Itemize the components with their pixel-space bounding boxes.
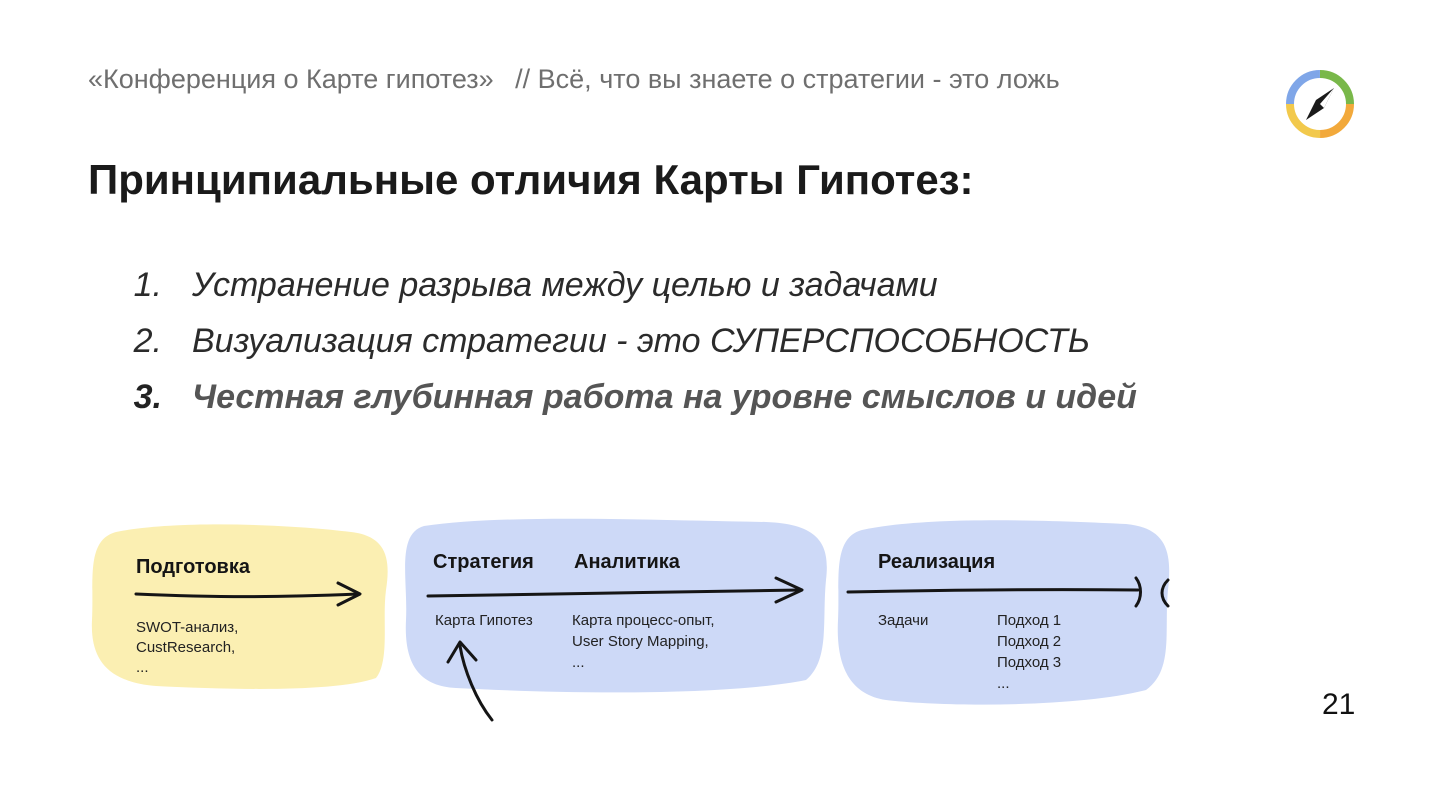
preparation-item: ... — [136, 659, 149, 676]
strategy-blob — [405, 519, 827, 693]
list-item-number: 2. — [133, 322, 162, 360]
strategy-item: Карта Гипотез — [435, 612, 533, 629]
page-number: 21 — [1322, 688, 1356, 721]
process-diagram — [86, 510, 1176, 725]
slide-title: Принципиальные отличия Карты Гипотез: — [88, 156, 974, 203]
conference-name: «Конференция о Карте гипотез» — [88, 64, 494, 94]
analytics-item: ... — [572, 654, 585, 671]
list-item — [96, 322, 1137, 378]
analytics-item: Карта процесс-опыт, — [572, 612, 715, 629]
differences-list — [96, 266, 1137, 434]
analytics-title: Аналитика — [574, 551, 680, 573]
list-item — [96, 378, 1137, 434]
implementation-item: ... — [997, 675, 1010, 692]
list-item-text: Устранение разрыва между целью и задачами — [192, 266, 938, 304]
strategy-title: Стратегия — [433, 551, 534, 573]
implementation-item: Подход 3 — [997, 654, 1062, 671]
analytics-item: User Story Mapping, — [572, 633, 709, 650]
implementation-item: Подход 2 — [997, 633, 1062, 650]
list-item-number: 3. — [133, 378, 162, 416]
list-item — [96, 266, 1137, 322]
preparation-item: SWOT-анализ, — [136, 619, 239, 636]
preparation-item: CustResearch, — [136, 639, 236, 656]
preparation-title: Подготовка — [136, 556, 250, 578]
implementation-tasks-label: Задачи — [878, 612, 929, 629]
compass-icon — [1284, 68, 1356, 140]
implementation-item: Подход 1 — [997, 612, 1062, 629]
slide-header — [88, 64, 1060, 95]
list-item-text: Честная глубинная работа на уровне смыслов и идей — [192, 378, 1137, 416]
list-item-text: Визуализация стратегии - это СУПЕРСПОСОБНОСТЬ — [192, 322, 1091, 360]
implementation-title: Реализация — [878, 551, 996, 573]
list-item-number: 1. — [133, 266, 162, 304]
header-subtitle: // Всё, что вы знаете о стратегии - это ложь — [515, 64, 1060, 94]
